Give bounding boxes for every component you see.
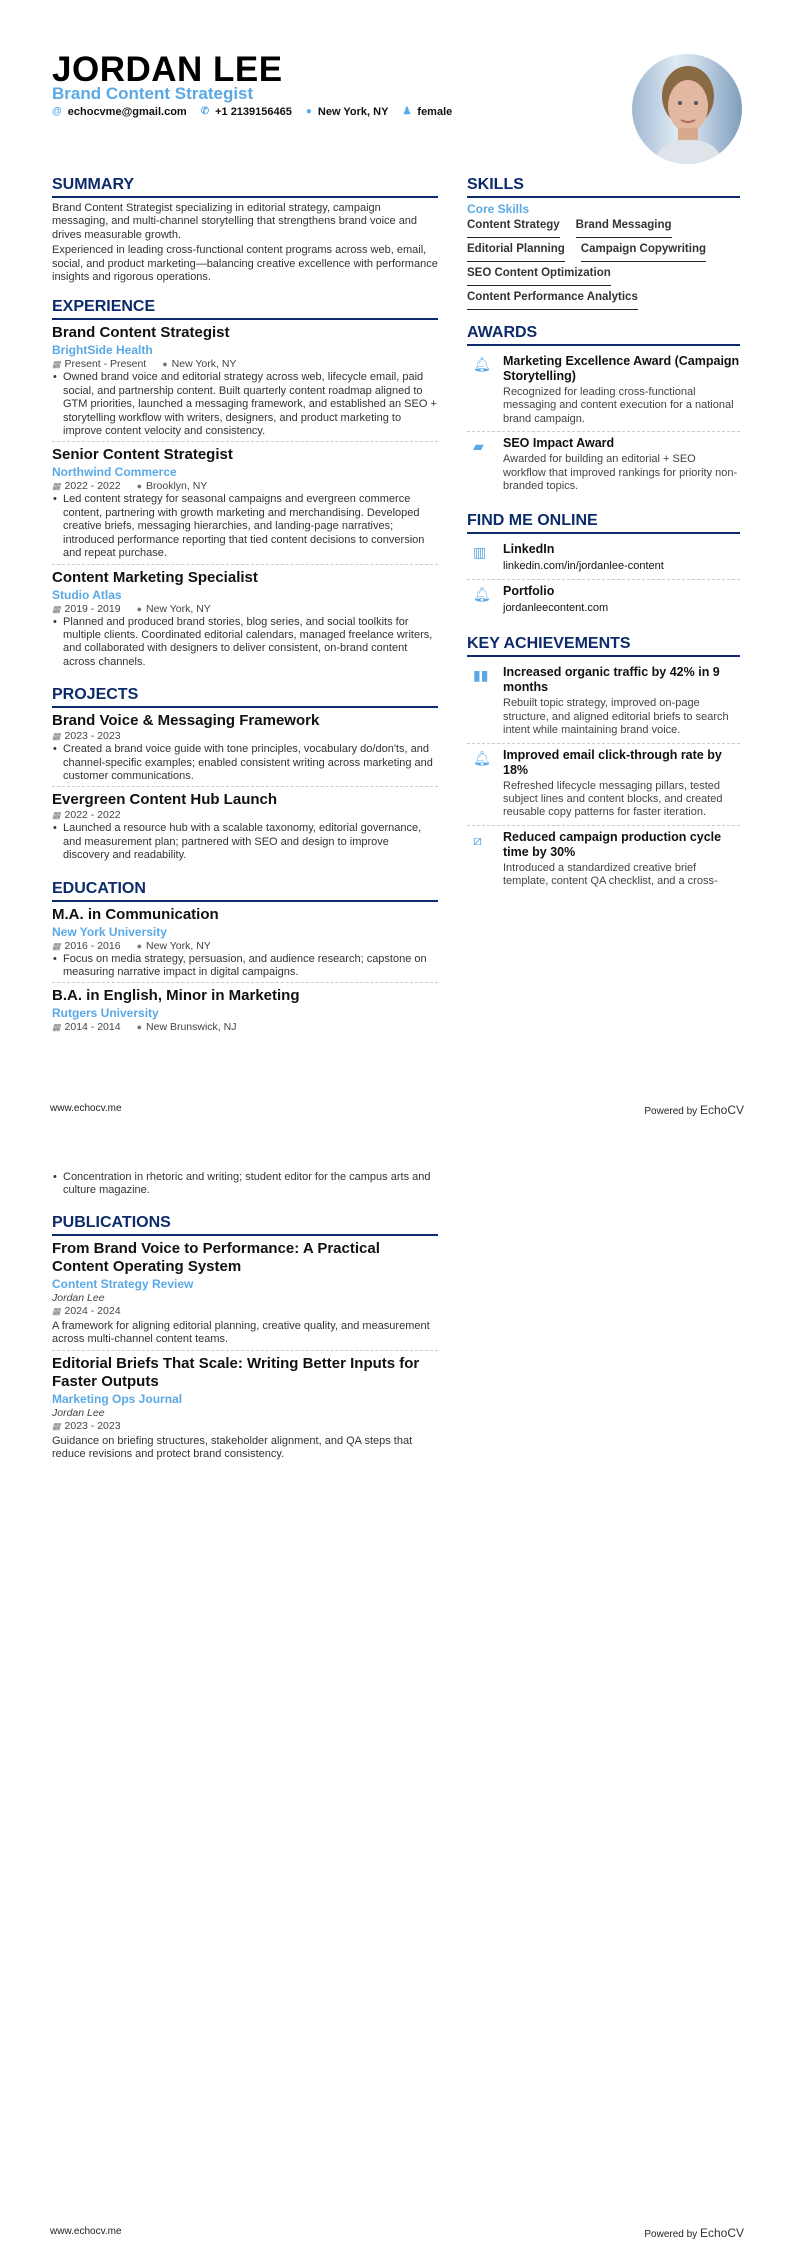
- dates: 2022 - 2022: [64, 480, 121, 493]
- achievement-title: Improved email click-through rate by 18%: [503, 747, 722, 777]
- section-heading: FIND ME ONLINE: [467, 512, 740, 534]
- bell-icon: 🔔︎: [473, 586, 491, 603]
- education-item: [52, 906, 438, 984]
- dates: 2023 - 2023: [64, 730, 121, 743]
- project-item: [52, 712, 438, 787]
- left-column: [52, 1171, 438, 1478]
- skill-tag: Content Strategy: [467, 218, 560, 238]
- achievement-item: [467, 744, 740, 826]
- right-column: [467, 176, 740, 918]
- publication-item: [52, 1355, 438, 1465]
- awards-section: [467, 324, 740, 498]
- location-pin-icon: ●: [136, 603, 143, 614]
- link-title: Portfolio: [503, 584, 555, 599]
- summary-paragraph: Brand Content Strategist specializing in editorial strategy, campaign messaging, and multi-channel storytelling that strengthens brand voice and drives measurable growth.: [52, 202, 418, 241]
- book-icon: ▮▮: [473, 667, 489, 684]
- gender: female: [417, 106, 453, 118]
- powered-label: Powered by: [644, 2229, 698, 2240]
- company: Northwind Commerce: [52, 465, 177, 480]
- calendar-icon: ▦: [52, 1420, 61, 1431]
- calendar-icon: ▦: [52, 1305, 61, 1316]
- award-description: Awarded for building an editorial + SEO workflow that improved rankings for priority non-branded topics.: [503, 453, 738, 493]
- dates: 2022 - 2022: [64, 809, 121, 822]
- author: Jordan Lee: [52, 1406, 105, 1419]
- degree: M.A. in Communication: [52, 905, 219, 923]
- footer-site[interactable]: www.echocv.me: [50, 1103, 122, 1114]
- company: Studio Atlas: [52, 587, 122, 602]
- candidate-title: Brand Content Strategist: [52, 84, 254, 103]
- calendar-icon: ▦: [52, 1022, 61, 1033]
- projects-section: [52, 686, 438, 865]
- skills-section: [467, 176, 740, 310]
- link-url[interactable]: linkedin.com/in/jordanlee-content: [503, 560, 664, 573]
- email[interactable]: echocvme@gmail.com: [67, 106, 187, 118]
- calendar-icon: ▦: [52, 810, 61, 821]
- section-heading: EXPERIENCE: [52, 298, 438, 320]
- bullet: • Concentration in rhetoric and writing; student editor for the campus arts and culture magazine.: [52, 1171, 438, 1198]
- section-heading: SKILLS: [467, 176, 740, 198]
- dates: 2024 - 2024: [64, 1304, 121, 1317]
- section-heading: PROJECTS: [52, 686, 438, 708]
- publisher: Content Strategy Review: [52, 1276, 194, 1291]
- calendar-icon: ▦: [52, 481, 61, 492]
- phone[interactable]: +1 2139156465: [215, 106, 292, 118]
- online-section: [467, 512, 740, 621]
- location: New Brunswick, NJ: [146, 1021, 237, 1034]
- brand-link[interactable]: EchoCV: [699, 2226, 744, 2240]
- candidate-name: JORDAN LEE: [52, 50, 283, 89]
- publication-description: A framework for aligning editorial planning, creative quality, and measurement across multi-channel content teams.: [52, 1319, 430, 1346]
- award-item: [467, 350, 740, 432]
- achievement-description: Introduced a standardized creative brief template, content QA checklist, and a cross-: [503, 861, 718, 888]
- skill-tag: Campaign Copywriting: [581, 242, 706, 262]
- link-url[interactable]: jordanleecontent.com: [503, 602, 609, 615]
- footer-site[interactable]: www.echocv.me: [50, 2226, 122, 2237]
- location-pin-icon: ●: [162, 359, 168, 370]
- education-section: [52, 880, 438, 1038]
- clipboard-icon: ▰: [473, 438, 484, 455]
- calendar-icon: ▦: [52, 940, 61, 951]
- location-pin-icon: ●: [136, 481, 143, 492]
- user-icon: ♟: [402, 106, 412, 117]
- skill-tag: SEO Content Optimization: [467, 266, 611, 286]
- skill-tag: Content Performance Analytics: [467, 290, 638, 310]
- bell-icon: 🔔︎: [473, 749, 491, 766]
- online-item[interactable]: [467, 580, 740, 621]
- experience-section: [52, 298, 438, 672]
- bookmark-slash-icon: ⧄: [473, 831, 482, 848]
- publication-item: [52, 1240, 438, 1351]
- calendar-icon: ▦: [52, 731, 61, 742]
- dates: 2014 - 2014: [64, 1021, 121, 1034]
- bullet: • Led content strategy for seasonal campaigns and evergreen commerce content, partnering with growth marketing and merchandising. Developed creative briefs, messaging hierarchies, and landing-page narratives; introduced performance reporting that tied content decisions to conversion and repeat purchase.: [52, 493, 438, 560]
- publisher: Marketing Ops Journal: [52, 1391, 183, 1406]
- dates: 2016 - 2016: [64, 939, 121, 952]
- award-description: Recognized for leading cross-functional messaging and content execution for a national brand campaign.: [503, 386, 734, 425]
- experience-item: [52, 446, 438, 564]
- location-pin-icon: ●: [136, 1022, 143, 1033]
- job-title: Brand Content Strategist: [52, 324, 230, 342]
- bullet: • Focus on media strategy, persuasion, and audience research; capstone on measuring narrative impact in digital campaigns.: [52, 953, 438, 980]
- award-title: SEO Impact Award: [503, 436, 615, 451]
- footer-powered: [644, 2226, 744, 2240]
- calendar-icon: ▦: [52, 359, 61, 370]
- school: New York University: [52, 924, 167, 939]
- author: Jordan Lee: [52, 1291, 105, 1304]
- job-title: Content Marketing Specialist: [52, 568, 258, 586]
- location: New York, NY: [146, 939, 211, 952]
- bullet: • Planned and produced brand stories, blog series, and social toolkits for multiple clients. Coordinated editorial calendars, managed freelance writers, and collaborated with designers to deliver consistent, on-brand content across channels.: [52, 616, 438, 670]
- brand-link[interactable]: EchoCV: [699, 1103, 744, 1117]
- section-heading: PUBLICATIONS: [52, 1214, 438, 1236]
- location: New York, NY: [171, 358, 237, 371]
- online-item[interactable]: [467, 538, 740, 580]
- bullet: • Created a brand voice guide with tone principles, vocabulary do/don'ts, and channel-specific examples; enabled consistent writing across marketing and customer communications.: [52, 743, 438, 783]
- achievement-description: Rebuilt topic strategy, improved on-page structure, and aligned editorial briefs to search intent while maintaining brand voice.: [503, 697, 729, 737]
- skill-group: Core Skills: [467, 202, 530, 216]
- section-heading: KEY ACHIEVEMENTS: [467, 635, 740, 657]
- publication-description: Guidance on briefing structures, stakeholder alignment, and QA steps that reduce revisions and protect brand consistency.: [52, 1434, 413, 1461]
- experience-item: [52, 324, 438, 442]
- achievement-item: [467, 826, 740, 894]
- resume-page-2: [0, 1123, 794, 2246]
- section-heading: EDUCATION: [52, 880, 438, 902]
- building-icon: ▥: [473, 544, 487, 561]
- experience-item: [52, 569, 438, 673]
- dates: 2023 - 2023: [64, 1419, 121, 1432]
- section-heading: AWARDS: [467, 324, 740, 346]
- company: BrightSide Health: [52, 343, 153, 358]
- dates: Present - Present: [64, 358, 147, 371]
- footer-powered: [644, 1103, 744, 1117]
- skill-tag: Brand Messaging: [576, 218, 672, 238]
- powered-label: Powered by: [644, 1106, 698, 1117]
- award-item: [467, 432, 740, 498]
- education-item: [52, 987, 438, 1037]
- summary-paragraph: Experienced in leading cross-functional content programs across web, email, social, and product marketing—balancing creative excellence with performance insights and rigorous operations.: [52, 244, 438, 284]
- bullet: • Owned brand voice and editorial strategy across web, lifecycle email, paid social, and partnership content. Built quarterly content roadmap aligned to GTM priorities, launched a messaging framework, and established an SEO + storytelling workflow with writers, designers, and product marketing to improve content velocity and consistency.: [52, 371, 438, 438]
- section-heading: SUMMARY: [52, 176, 438, 198]
- achievements-section: [467, 635, 740, 893]
- summary-section: [52, 176, 438, 284]
- left-column: [52, 176, 438, 1051]
- contact-row: [52, 106, 452, 118]
- location: Brooklyn, NY: [146, 480, 208, 493]
- project-item: [52, 791, 438, 865]
- award-title: Marketing Excellence Award (Campaign Storytelling): [503, 354, 740, 383]
- phone-icon: ✆: [200, 106, 210, 117]
- achievement-description: Refreshed lifecycle messaging pillars, tested subject lines and content blocks, and created reusable copy patterns for faster iteration.: [503, 779, 723, 819]
- link-title: LinkedIn: [503, 542, 555, 557]
- calendar-icon: ▦: [52, 603, 61, 614]
- degree: B.A. in English, Minor in Marketing: [52, 987, 300, 1005]
- achievement-title: Reduced campaign production cycle time by 30%: [503, 829, 722, 859]
- job-title: Senior Content Strategist: [52, 446, 233, 464]
- school: Rutgers University: [52, 1006, 159, 1021]
- profile-photo: [632, 54, 742, 164]
- location-pin-icon: ●: [305, 106, 312, 117]
- skill-tag: Editorial Planning: [467, 242, 565, 262]
- location-pin-icon: ●: [136, 940, 143, 951]
- project-title: Brand Voice & Messaging Framework: [52, 712, 320, 730]
- publication-title: Editorial Briefs That Scale: Writing Better Inputs for Faster Outputs: [52, 1354, 420, 1390]
- project-title: Evergreen Content Hub Launch: [52, 791, 278, 809]
- email-icon: @: [52, 106, 62, 117]
- bullet: • Launched a resource hub with a scalable taxonomy, editorial governance, and measurement plan; partnered with SEO and design to improve discovery and readability.: [52, 822, 438, 862]
- achievement-title: Increased organic traffic by 42% in 9 months: [503, 665, 720, 695]
- location: New York, NY: [146, 602, 211, 615]
- dates: 2019 - 2019: [64, 602, 121, 615]
- publications-section: [52, 1214, 438, 1465]
- bell-icon: 🔔︎: [473, 356, 491, 372]
- publication-title: From Brand Voice to Performance: A Practical Content Operating System: [52, 1239, 380, 1275]
- achievement-item: [467, 661, 740, 743]
- location: New York, NY: [317, 106, 389, 118]
